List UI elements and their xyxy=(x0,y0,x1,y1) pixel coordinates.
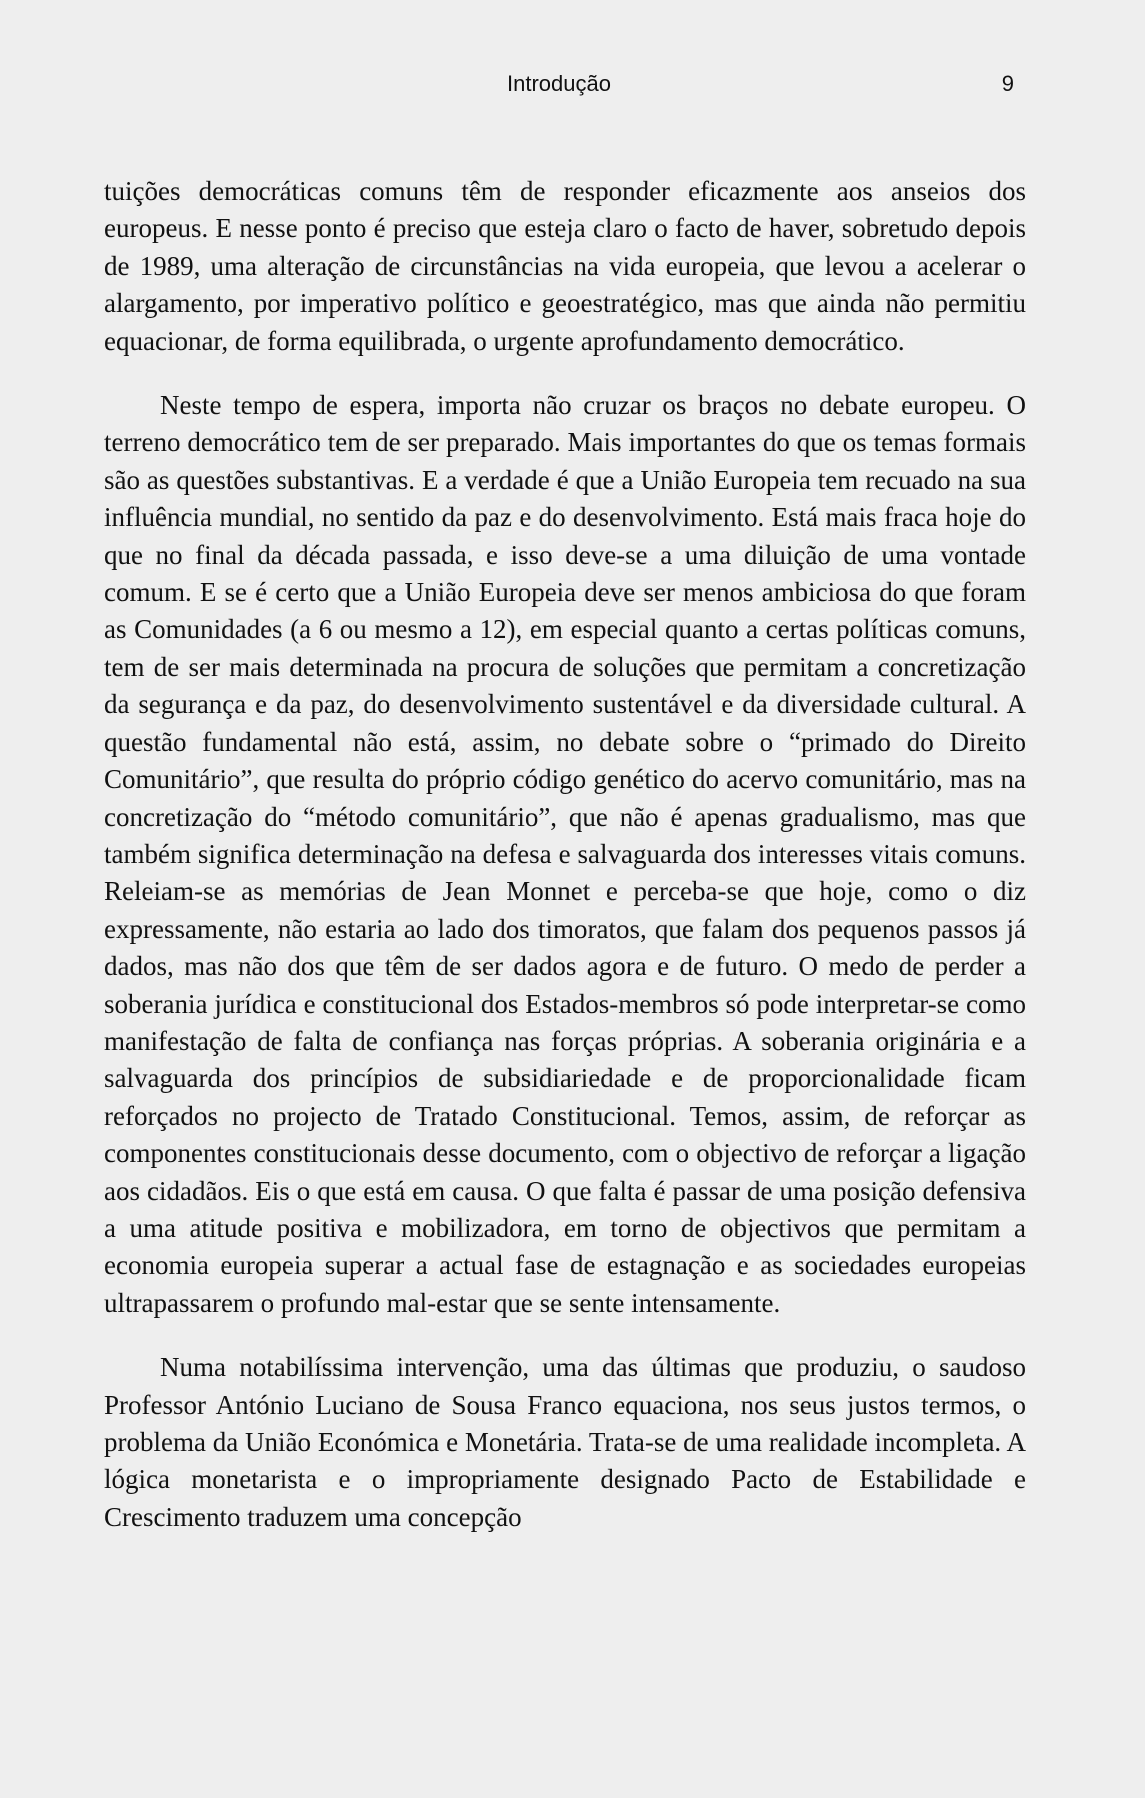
paragraph-continuation: tuições democráticas comuns têm de responder eficazmente aos anseios dos europeus. E nesse ponto é preciso que esteja claro o facto de haver, sobretudo depois de 1989, uma alteração de circunstâncias na vida europeia, que levou a acelerar o alargamento, por imperativo político e geoestratégico, mas que ainda não permitiu equacionar, de forma equilibrada, o urgente aprofundamento democrático. xyxy=(104,176,1026,356)
paragraph: Neste tempo de espera, importa não cruzar os braços no debate europeu. O terreno democrático tem de ser preparado. Mais importantes do que os temas formais são as questões substantivas. E a verdade é que a União Europeia tem recuado na sua influência mundial, no sentido da paz e do desenvolvimento. Está mais fraca hoje do que no final da década passada, e isso deve-se a uma diluição de uma vontade comum. E se é certo que a União Europeia deve ser menos ambiciosa do que foram as Comunidades (a 6 ou mesmo a 12), em especial quanto a certas políticas comuns, tem de ser mais determinada na procura de soluções que permitam a concretização da segurança e da paz, do desenvolvimento sustentável e da diversidade cultural. A questão fundamental não está, assim, no debate sobre o “primado do Direito Comunitário”, que resulta do próprio código genético do acervo comunitário, mas na concretização do “método comunitário”, que não é apenas gradualismo, mas que também significa determinação na defesa e salvaguarda dos interesses vitais comuns. Releiam-se as memórias de Jean Monnet e perceba-se que hoje, como o diz expressamente, não estaria ao lado dos timoratos, que falam dos pequenos passos já dados, mas não dos que têm de ser dados agora e de futuro. O medo de perder a soberania jurídica e constitucional dos Estados-membros só pode interpretar-se como manifestação de falta de confiança nas forças próprias. A soberania originária e a salvaguarda dos princípios de subsidiariedade e de proporcionalidade ficam reforçados no projecto de Tratado Constitucional. Temos, assim, de reforçar as componentes constitucionais desse documento, com o objectivo de reforçar a ligação aos cidadãos. Eis o que está em causa. O que falta é passar de uma posição defensiva a uma atitude positiva e mobilizadora, em torno de objectivos que permitam a economia europeia superar a actual fase de estagnação e as sociedades europeias ultrapassarem o profundo mal-estar que se sente intensamente. xyxy=(104,390,1026,1318)
page-number: 9 xyxy=(1001,71,1014,96)
page-header xyxy=(104,68,1014,100)
body-text xyxy=(104,173,1026,1536)
running-title: Introdução xyxy=(507,71,611,96)
paragraph: Numa notabilíssima intervenção, uma das últimas que produziu, o saudoso Professor António Luciano de Sousa Franco equaciona, nos seus justos termos, o problema da União Económica e Monetária. Trata-se de uma realidade incompleta. A lógica monetarista e o impropriamente designado Pacto de Estabilidade e Crescimento traduzem uma concepção xyxy=(104,1352,1026,1532)
